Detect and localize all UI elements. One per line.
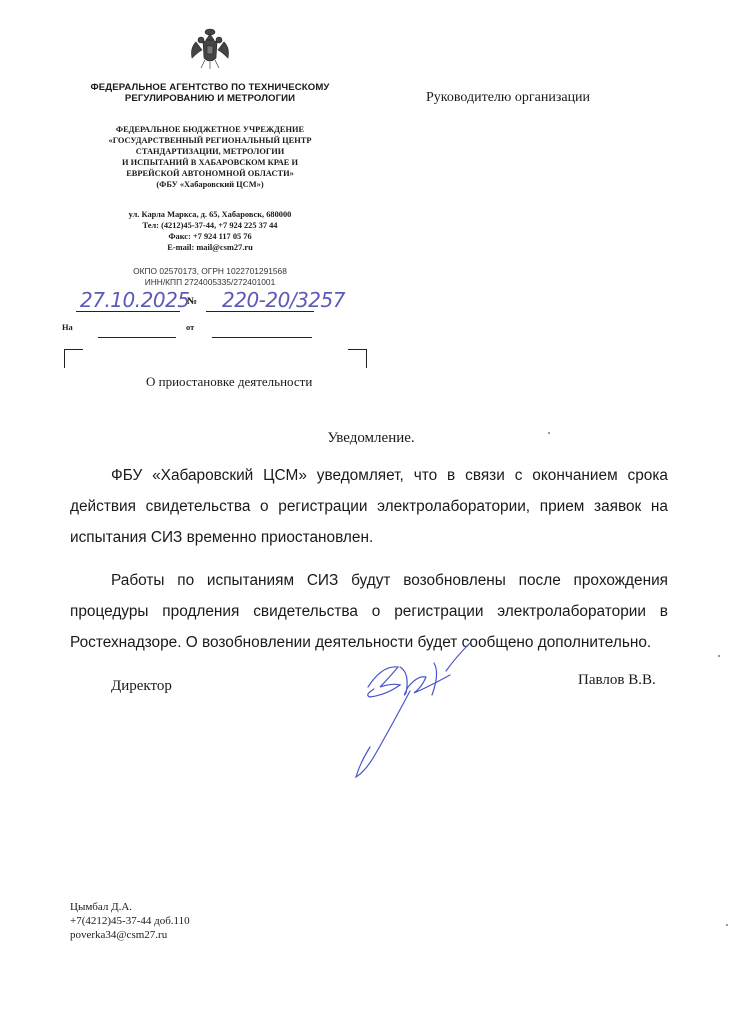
number-underline <box>206 311 314 312</box>
outgoing-date: 27.10.2025 <box>80 288 190 312</box>
signer-name: Павлов В.В. <box>578 672 656 688</box>
email-line: E-mail: mail@csm27.ru <box>167 243 253 252</box>
executor-email: poverka34@csm27.ru <box>70 929 168 941</box>
scan-speck <box>726 924 728 926</box>
executor-block <box>70 900 190 942</box>
okpo-ogrn-line: ОКПО 02570173, ОГРН 1022701291568 <box>133 266 287 276</box>
emblem-icon <box>186 26 234 70</box>
from-underline <box>212 337 312 338</box>
registration-codes <box>62 266 358 288</box>
date-underline <box>76 311 180 312</box>
contact-block <box>62 209 358 253</box>
number-sign: № <box>187 296 198 307</box>
outgoing-number: 220-20/3257 <box>222 288 345 312</box>
from-label: от <box>186 323 195 332</box>
agency-line: ФЕДЕРАЛЬНОЕ АГЕНТСТВО ПО ТЕХНИЧЕСКОМУ <box>90 82 330 93</box>
signer-position: Директор <box>111 678 172 694</box>
signature-icon <box>330 635 480 785</box>
addressee: Руководителю организации <box>426 90 591 105</box>
institution-line: (ФБУ «Хабаровский ЦСМ») <box>156 180 264 189</box>
inn-kpp-line: ИНН/КПП 2724005335/272401001 <box>144 277 276 287</box>
institution-name <box>62 124 358 190</box>
executor-name: Цымбал Д.А. <box>70 901 133 913</box>
paragraph: Работы по испытаниям СИЗ будут возобновлены после прохождения процедуры продления свидетельства о регистрации электролаборатории в Ростехнадзоре. О возобновлении деятельности будет сообщено дополнительно. <box>70 572 668 651</box>
paragraph: ФБУ «Хабаровский ЦСМ» уведомляет, что в связи с окончанием срока действия свидетельства о регистрации электролаборатории, прием заявок на испытания СИЗ временно приостановлен. <box>70 467 668 546</box>
corner-mark-left <box>64 349 83 368</box>
executor-phone: +7(4212)45-37-44 доб.110 <box>70 915 190 927</box>
institution-line: ЕВРЕЙСКОЙ АВТОНОМНОЙ ОБЛАСТИ» <box>126 169 294 178</box>
phone-line: Тел: (4212)45-37-44, +7 924 225 37 44 <box>142 221 278 230</box>
institution-line: СТАНДАРТИЗАЦИИ, МЕТРОЛОГИИ <box>135 147 285 156</box>
address-line: ул. Карла Маркса, д. 65, Хабаровск, 680000 <box>128 210 292 219</box>
on-label: На <box>62 323 73 332</box>
corner-mark-right <box>348 349 367 368</box>
on-underline <box>98 337 176 338</box>
scan-speck <box>548 432 550 434</box>
institution-line: «ГОСУДАРСТВЕННЫЙ РЕГИОНАЛЬНЫЙ ЦЕНТР <box>108 136 312 145</box>
fax-line: Факс: +7 924 117 05 76 <box>168 232 252 241</box>
institution-line: И ИСПЫТАНИЙ В ХАБАРОВСКОМ КРАЕ И <box>122 158 298 167</box>
scan-speck <box>718 655 720 657</box>
letter-subject: О приостановке деятельности <box>146 374 313 389</box>
notice-title: Уведомление. <box>327 430 415 446</box>
agency-line: РЕГУЛИРОВАНИЮ И МЕТРОЛОГИИ <box>124 93 296 104</box>
agency-name <box>62 82 358 104</box>
institution-line: ФЕДЕРАЛЬНОЕ БЮДЖЕТНОЕ УЧРЕЖДЕНИЕ <box>115 125 305 134</box>
